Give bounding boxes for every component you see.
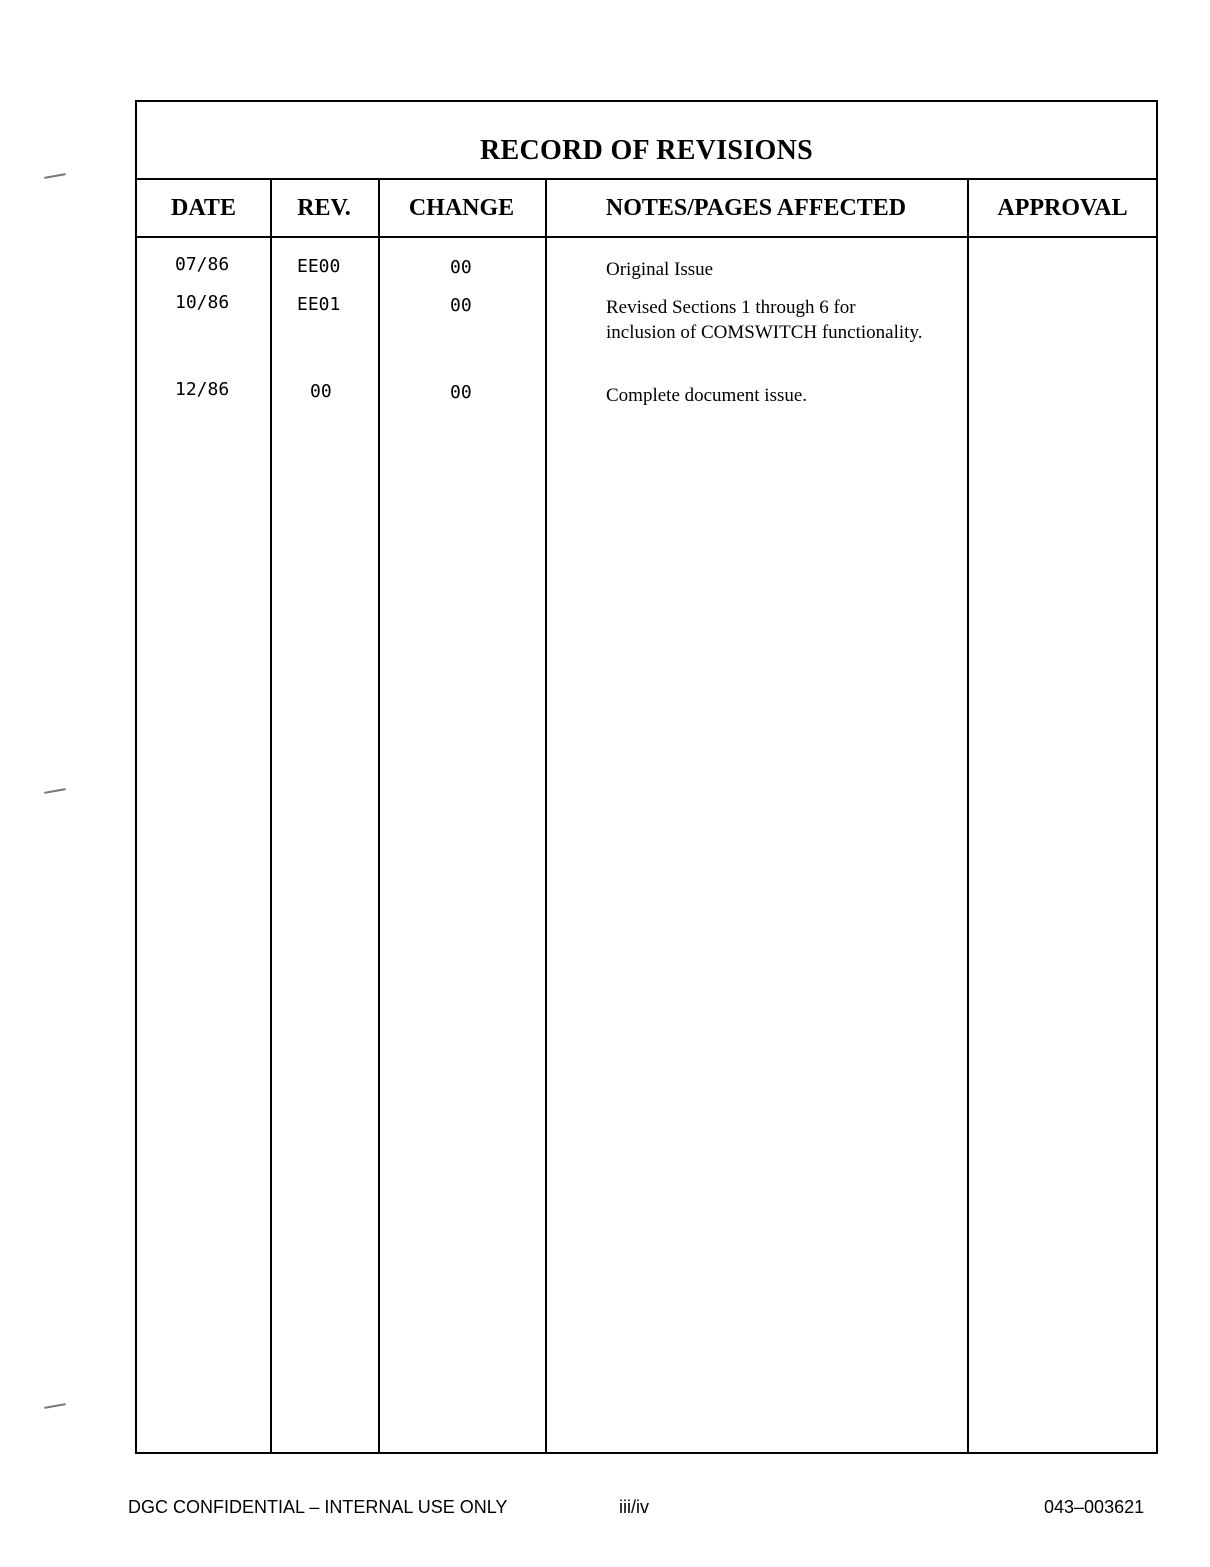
column-divider (967, 180, 969, 1452)
column-divider (545, 180, 547, 1452)
header-change: CHANGE (408, 194, 515, 221)
column-divider (270, 180, 272, 1452)
footer-page-number: iii/iv (619, 1497, 649, 1517)
header-notes: NOTES/PAGES AFFECTED (605, 194, 907, 221)
row-3-rev: 00 (310, 381, 332, 402)
header-divider (137, 236, 1156, 238)
header-approval: APPROVAL (997, 194, 1128, 221)
row-1-notes: Original Issue (606, 259, 714, 280)
row-2-rev: EE01 (297, 294, 341, 315)
footer-doc-number: 043–003621 (1044, 1497, 1145, 1517)
column-divider (378, 180, 380, 1452)
row-2-date: 10/86 (175, 292, 230, 313)
row-3-change: 00 (450, 382, 472, 403)
footer-confidential: DGC CONFIDENTIAL – INTERNAL USE ONLY (128, 1497, 508, 1517)
row-1-date: 07/86 (175, 254, 230, 275)
row-2-change: 00 (450, 295, 472, 316)
row-1-rev: EE00 (297, 256, 341, 277)
revisions-table (135, 100, 1158, 1454)
row-3-date: 12/86 (175, 379, 230, 400)
binder-mark-top (44, 173, 66, 179)
row-2-notes: Revised Sections 1 through 6 for inclusion of COMSWITCH functionality. (606, 297, 923, 343)
header-rev: REV. (297, 194, 351, 221)
row-1-change: 00 (450, 257, 472, 278)
row-3-notes: Complete document issue. (606, 385, 808, 406)
table-title: RECORD OF REVISIONS (137, 102, 1156, 180)
binder-mark-bottom (44, 1403, 66, 1409)
binder-mark-middle (44, 788, 66, 794)
header-date: DATE (171, 194, 236, 221)
